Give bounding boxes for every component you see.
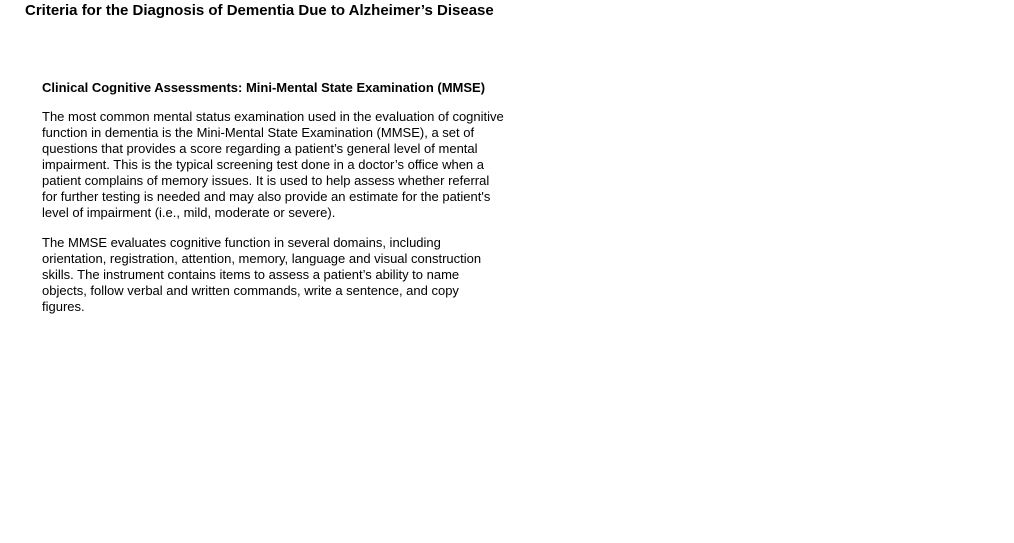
main-content <box>42 79 512 329</box>
section-heading: Clinical Cognitive Assessments: Mini-Mental State Examination (MMSE) <box>42 80 486 95</box>
paragraph-1: The most common mental status examination used in the evaluation of cognitive function in dementia is the Mini-Mental State Examination (MMSE), a set of questions that provides a score regarding a patient’s general level of mental impairment. This is the typical screening test done in a doctor’s office when a patient complains of memory issues. It is used to help assess whether referral for further testing is needed and may also provide an estimate for the patient's level of impairment (i.e., mild, moderate or severe). <box>42 109 504 220</box>
paragraph-2: The MMSE evaluates cognitive function in several domains, including orientation, registration, attention, memory, language and visual construction skills. The instrument contains items to assess a patient’s ability to name objects, follow verbal and written commands, write a sentence, and copy figures. <box>42 235 482 314</box>
page-title: Criteria for the Diagnosis of Dementia Due to Alzheimer’s Disease <box>25 2 494 19</box>
